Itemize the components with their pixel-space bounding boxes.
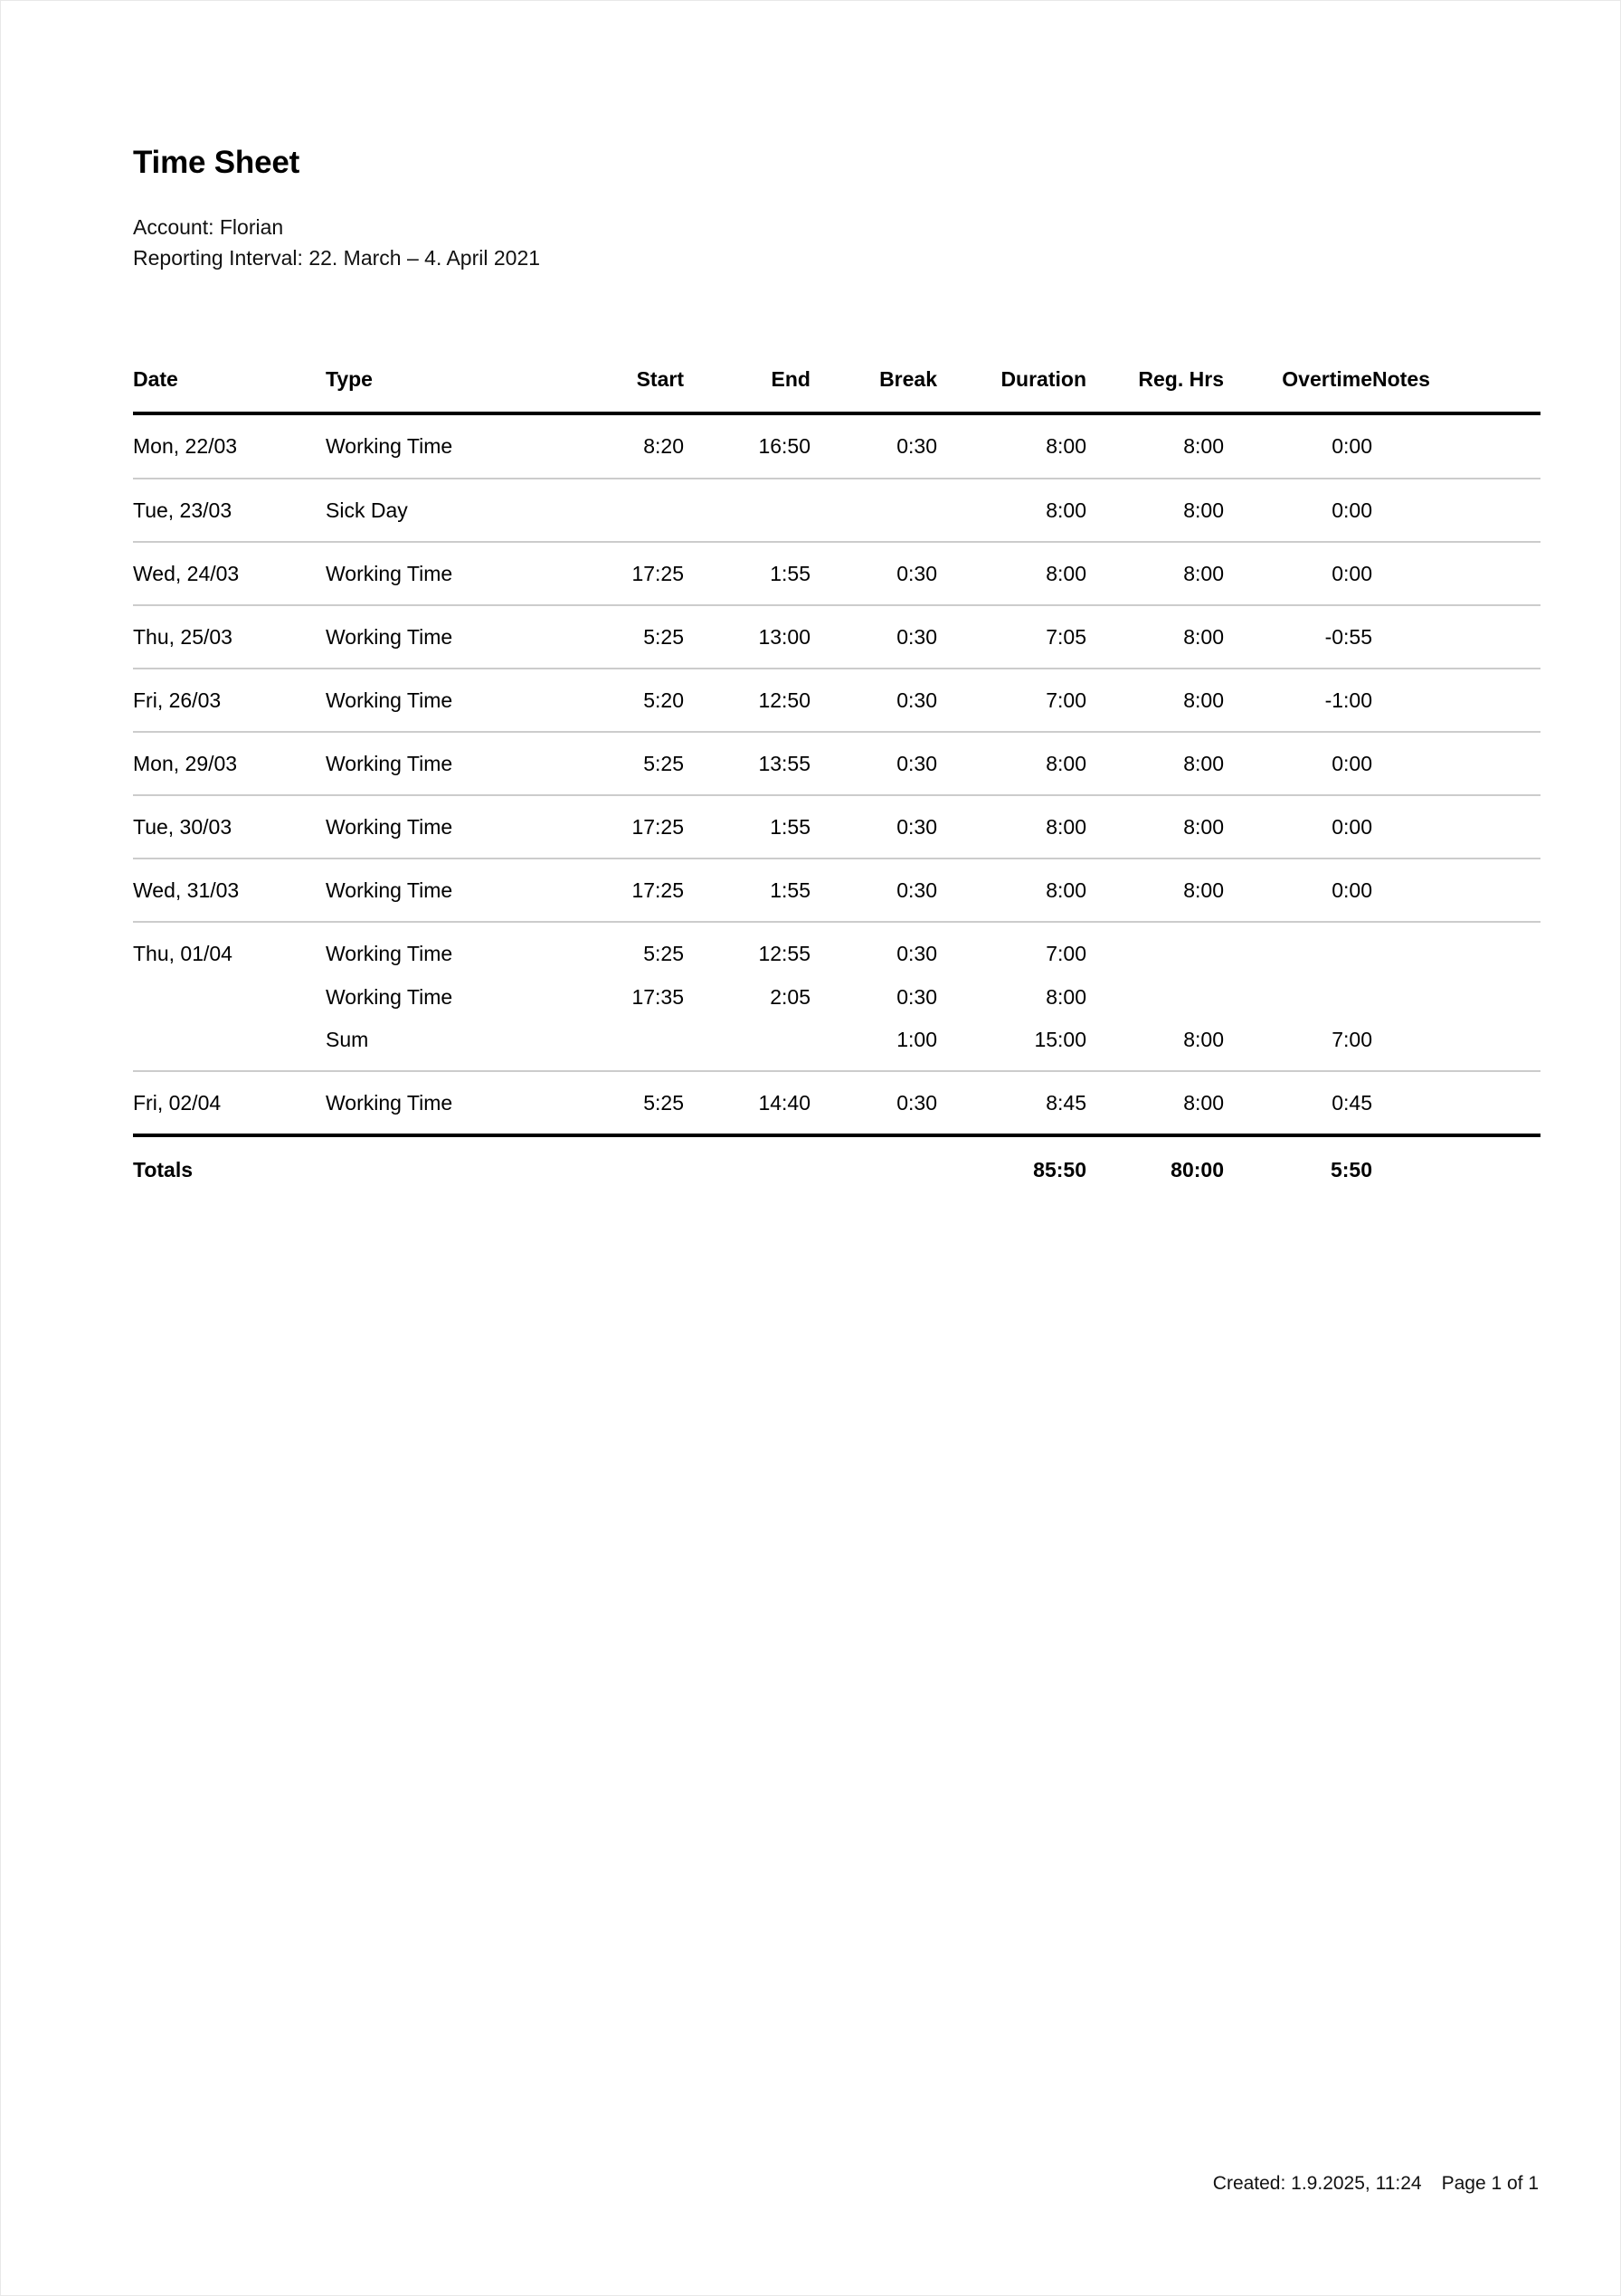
column-header-duration: Duration: [937, 367, 1086, 413]
cell-date: Wed, 24/03: [133, 542, 326, 605]
cell-start: [550, 479, 684, 542]
cell-reg_hrs: 8:00: [1086, 479, 1224, 542]
cell-duration: 8:00: [937, 413, 1086, 478]
table-row: [133, 976, 1540, 1019]
cell-duration: 8:00: [937, 859, 1086, 922]
totals-blank: [684, 1135, 810, 1182]
table-row: [133, 669, 1540, 732]
cell-reg_hrs: [1086, 922, 1224, 975]
column-header-start: Start: [550, 367, 684, 413]
cell-reg_hrs: 8:00: [1086, 542, 1224, 605]
cell-end: 13:55: [684, 732, 810, 795]
cell-break: 0:30: [896, 942, 937, 966]
cell-overtime: 0:00: [1224, 479, 1372, 542]
cell-date: Thu, 01/04: [133, 942, 232, 966]
cell-start: 5:20: [550, 669, 684, 732]
cell-end: 1:55: [684, 542, 810, 605]
timesheet-table-wrap: [133, 367, 1540, 1182]
cell-reg_hrs: 8:00: [1086, 859, 1224, 922]
cell-end: 1:55: [684, 795, 810, 859]
cell-end: 1:55: [684, 859, 810, 922]
cell-duration: 8:00: [937, 479, 1086, 542]
cell-type: Working Time: [326, 795, 550, 859]
cell-overtime: [1224, 922, 1372, 975]
cell-overtime: 0:00: [1224, 859, 1372, 922]
timesheet-table: [133, 367, 1540, 1182]
page-number: Page 1 of 1: [1441, 2173, 1539, 2194]
cell-break: [810, 479, 937, 542]
cell-type: Working Time: [326, 1071, 550, 1135]
table-row: [133, 605, 1540, 669]
cell-notes: [1372, 605, 1540, 669]
cell-break: 0:30: [810, 1071, 937, 1135]
cell-date: [133, 976, 326, 1019]
cell-notes: [1372, 922, 1540, 975]
cell-overtime: 0:45: [1224, 1071, 1372, 1135]
column-header-reg-hrs: Reg. Hrs: [1086, 367, 1224, 413]
cell-end: [684, 479, 810, 542]
cell-date: Wed, 31/03: [133, 859, 326, 922]
totals-row: [133, 1135, 1540, 1182]
page-title: Time Sheet: [133, 145, 300, 180]
totals-overtime: 5:50: [1330, 1157, 1372, 1181]
cell-start: 17:25: [550, 542, 684, 605]
cell-overtime: -1:00: [1224, 669, 1372, 732]
cell-notes: [1372, 479, 1540, 542]
table-body: [133, 413, 1540, 1182]
cell-reg_hrs: [1086, 976, 1224, 1019]
totals-blank: [810, 1135, 937, 1182]
cell-notes: [1372, 795, 1540, 859]
cell-end: [684, 1019, 810, 1071]
table-row: [133, 1019, 1540, 1071]
totals-blank: [550, 1135, 684, 1182]
cell-reg_hrs: 8:00: [1086, 413, 1224, 478]
cell-duration: 7:05: [937, 605, 1086, 669]
cell-break: 0:30: [810, 859, 937, 922]
cell-break: 0:30: [810, 732, 937, 795]
cell-reg_hrs: 8:00: [1086, 1019, 1224, 1071]
cell-type: Working Time: [326, 542, 550, 605]
cell-overtime: [1224, 976, 1372, 1019]
totals-label: Totals: [133, 1157, 194, 1181]
column-header-end: End: [684, 367, 810, 413]
cell-type: Working Time: [326, 413, 550, 478]
cell-overtime: 0:00: [1224, 413, 1372, 478]
column-header-overtime: Overtime: [1224, 367, 1372, 413]
column-header-date: Date: [133, 367, 326, 413]
cell-duration: 8:00: [937, 795, 1086, 859]
cell-type: Working Time: [326, 732, 550, 795]
created-timestamp: Created: 1.9.2025, 11:24: [1212, 2173, 1422, 2194]
cell-overtime: -0:55: [1224, 605, 1372, 669]
page-footer: [1191, 2151, 1539, 2216]
cell-start: 17:25: [550, 795, 684, 859]
totals-reg-hrs: 80:00: [1171, 1157, 1224, 1181]
cell-end: 14:40: [684, 1071, 810, 1135]
cell-overtime: 0:00: [1224, 795, 1372, 859]
cell-date: Tue, 30/03: [133, 795, 326, 859]
cell-overtime: 0:00: [1224, 732, 1372, 795]
cell-notes: [1372, 859, 1540, 922]
cell-type: Sum: [326, 1019, 550, 1071]
cell-type: Sick Day: [326, 479, 550, 542]
cell-end: 12:55: [758, 942, 810, 966]
cell-notes: [1372, 1071, 1540, 1135]
cell-reg_hrs: 8:00: [1086, 669, 1224, 732]
column-header-break: Break: [810, 367, 937, 413]
cell-break: 1:00: [810, 1019, 937, 1071]
cell-duration: 8:45: [937, 1071, 1086, 1135]
cell-notes: [1372, 542, 1540, 605]
table-row: [133, 795, 1540, 859]
totals-duration: 85:50: [1033, 1157, 1086, 1181]
table-row: [133, 479, 1540, 542]
table-row: [133, 859, 1540, 922]
cell-start: 5:25: [550, 732, 684, 795]
cell-duration: 7:00: [1046, 942, 1086, 966]
cell-start: 17:25: [550, 859, 684, 922]
cell-type: Working Time: [326, 605, 550, 669]
cell-notes: [1372, 976, 1540, 1019]
cell-start: 5:25: [643, 942, 684, 966]
cell-overtime: 0:00: [1224, 542, 1372, 605]
document-content: [133, 146, 1540, 1182]
cell-reg_hrs: 8:00: [1086, 1071, 1224, 1135]
cell-overtime: 7:00: [1224, 1019, 1372, 1071]
cell-end: 2:05: [770, 984, 810, 1009]
table-row: [133, 922, 1540, 975]
cell-duration: 8:00: [937, 732, 1086, 795]
cell-end: 12:50: [684, 669, 810, 732]
cell-break: 0:30: [810, 413, 937, 478]
cell-break: 0:30: [810, 795, 937, 859]
cell-date: [133, 1019, 326, 1071]
cell-notes: [1372, 413, 1540, 478]
cell-break: 0:30: [810, 669, 937, 732]
table-header-row: [133, 367, 1540, 413]
document-meta: [133, 212, 1540, 275]
cell-date: Tue, 23/03: [133, 479, 326, 542]
column-header-notes: Notes: [1372, 367, 1540, 413]
cell-reg_hrs: 8:00: [1086, 795, 1224, 859]
cell-date: Fri, 02/04: [133, 1071, 326, 1135]
cell-notes: [1372, 732, 1540, 795]
reporting-interval-line: Reporting Interval: 22. March – 4. April 2021: [133, 246, 541, 270]
cell-duration: 15:00: [937, 1019, 1086, 1071]
cell-duration: 7:00: [937, 669, 1086, 732]
table-row: [133, 413, 1540, 478]
table-row: [133, 1071, 1540, 1135]
cell-start: 17:35: [631, 984, 684, 1009]
cell-end: 13:00: [684, 605, 810, 669]
cell-reg_hrs: 8:00: [1086, 732, 1224, 795]
cell-duration: 8:00: [937, 542, 1086, 605]
cell-start: 8:20: [550, 413, 684, 478]
cell-type: Working Time: [326, 942, 453, 966]
cell-type: Working Time: [326, 984, 453, 1009]
cell-date: Thu, 25/03: [133, 605, 326, 669]
cell-reg_hrs: 8:00: [1086, 605, 1224, 669]
table-row: [133, 542, 1540, 605]
cell-break: 0:30: [810, 542, 937, 605]
cell-date: Fri, 26/03: [133, 669, 326, 732]
totals-blank: [326, 1135, 550, 1182]
account-line: Account: Florian: [133, 214, 284, 239]
cell-type: Working Time: [326, 859, 550, 922]
cell-date: Mon, 29/03: [133, 732, 326, 795]
column-header-type: Type: [326, 367, 550, 413]
table-header: [133, 367, 1540, 413]
cell-break: 0:30: [810, 605, 937, 669]
cell-start: [550, 1019, 684, 1071]
cell-break: 0:30: [896, 984, 937, 1009]
cell-notes: [1372, 1019, 1540, 1071]
table-row: [133, 732, 1540, 795]
cell-notes: [1372, 669, 1540, 732]
cell-duration: 8:00: [1046, 984, 1086, 1009]
totals-blank: [1372, 1135, 1540, 1182]
cell-start: 5:25: [550, 1071, 684, 1135]
cell-start: 5:25: [550, 605, 684, 669]
cell-type: Working Time: [326, 669, 550, 732]
cell-end: 16:50: [684, 413, 810, 478]
cell-date: Mon, 22/03: [133, 413, 326, 478]
